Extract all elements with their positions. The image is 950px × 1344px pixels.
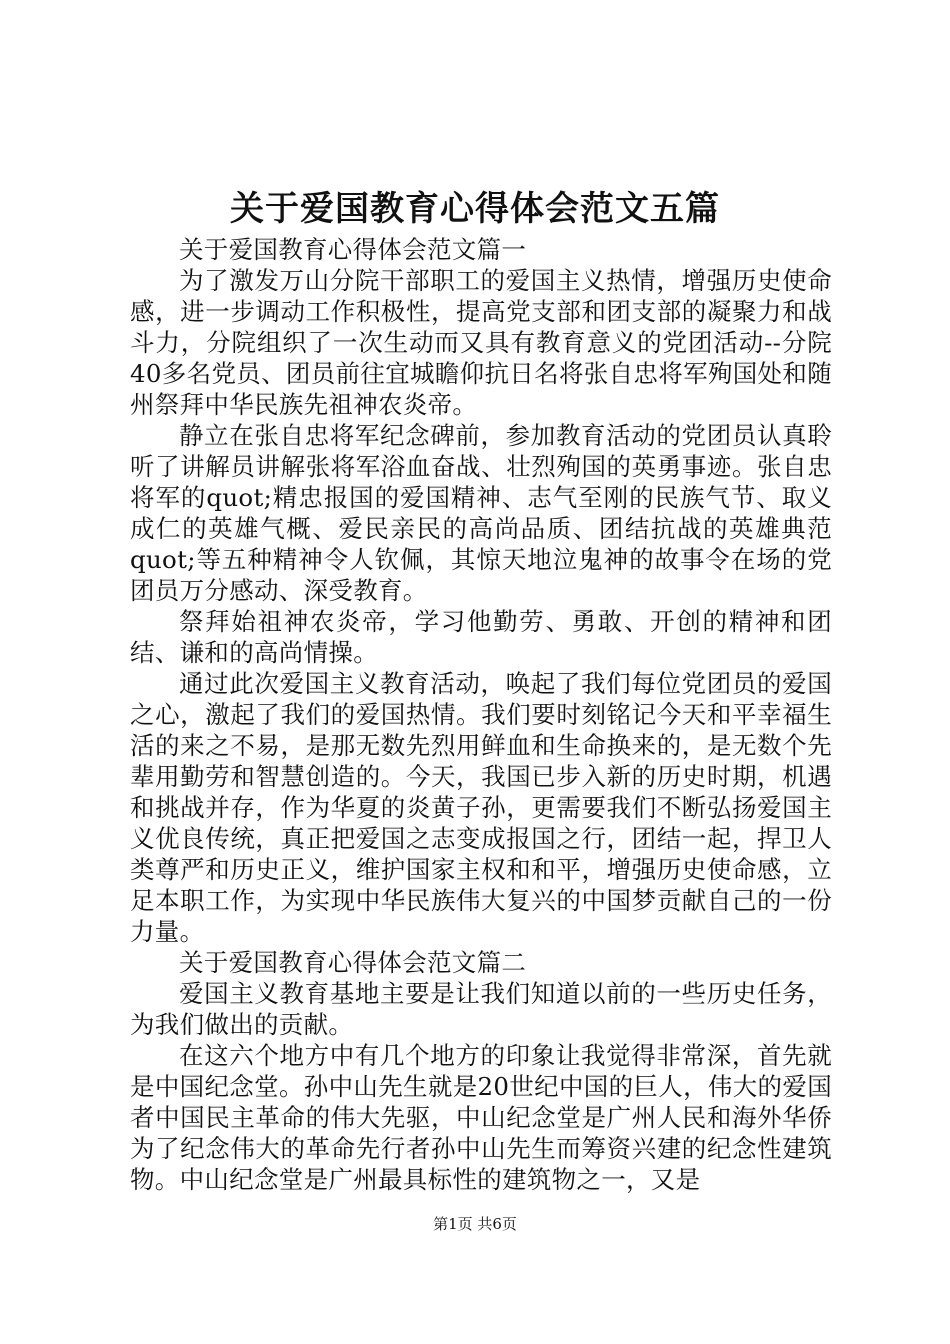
document-title: 关于爱国教育心得体会范文五篇 (230, 189, 720, 229)
body-paragraph: 在这六个地方中有几个地方的印象让我觉得非常深，首先就是中国纪念堂。孙中山先生就是20世纪中国的巨人，伟大的爱国者中国民主革命的伟大先驱，中山纪念堂是广州人民和海外华侨为了纪念伟大的革命先行者孙中山先生而筹资兴建的纪念性建筑物。中山纪念堂是广州最具标性的建筑物之一，又是 (130, 1041, 832, 1194)
body-paragraph: 通过此次爱国主义教育活动，唤起了我们每位党团员的爱国之心，激起了我们的爱国热情。我们要时刻铭记今天和平幸福生活的来之不易，是那无数先烈用鲜血和生命换来的，是无数个先辈用勤劳和智慧创造的。今天，我国已步入新的历史时期，机遇和挑战并存，作为华夏的炎黄子孙，更需要我们不断弘扬爱国主义优良传统，真正把爱国之志变成报国之行，团结一起，捍卫人类尊严和历史正义，维护国家主权和和平，增强历史使命感，立足本职工作，为实现中华民族伟大复兴的中国梦贡献自己的一份力量。 (130, 669, 832, 946)
body-paragraph: 为了激发万山分院干部职工的爱国主义热情，增强历史使命感，进一步调动工作积极性，提高党支部和团支部的凝聚力和战斗力，分院组织了一次生动而又具有教育意义的党团活动--分院40多名党员、团员前往宜城瞻仰抗日名将张自忠将军殉国处和随州祭拜中华民族先祖神农炎帝。 (130, 266, 832, 419)
body-paragraph: 爱国主义教育基地主要是让我们知道以前的一些历史任务，为我们做出的贡献。 (130, 979, 832, 1039)
section-heading-2: 关于爱国教育心得体会范文篇二 (179, 948, 527, 977)
body-paragraph: 祭拜始祖神农炎帝，学习他勤劳、勇敢、开创的精神和团结、谦和的高尚情操。 (130, 607, 832, 667)
body-paragraph: 静立在张自忠将军纪念碑前，参加教育活动的党团员认真聆听了讲解员讲解张将军浴血奋战、壮烈殉国的英勇事迹。张自忠将军的quot;精忠报国的爱国精神、志气至刚的民族气节、取义成仁的英雄气概、爱民亲民的高尚品质、团结抗战的英雄典范quot;等五种精神令人钦佩，其惊天地泣鬼神的故事令在场的党团员万分感动、深受教育。 (130, 421, 832, 605)
page-footer: 第1页 共6页 (433, 1215, 517, 1233)
document-body (130, 234, 832, 1195)
section-heading-1: 关于爱国教育心得体会范文篇一 (179, 235, 527, 264)
